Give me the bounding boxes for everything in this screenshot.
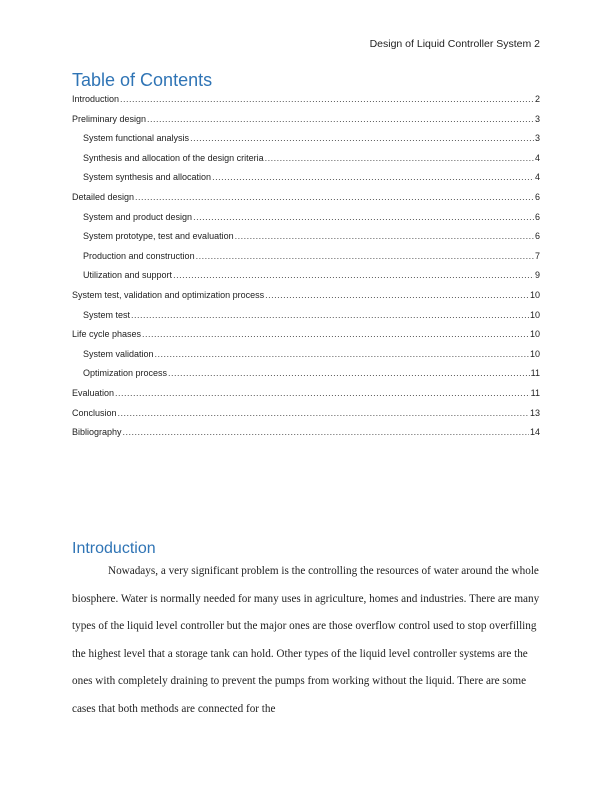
toc-dot-leader: [155, 345, 529, 365]
toc-entry[interactable]: [72, 423, 540, 443]
toc-entry-page: 14: [529, 427, 540, 438]
toc-dot-leader: [123, 423, 529, 443]
toc-entry-page: 6: [534, 231, 540, 242]
toc-entry-label: System test, validation and optimization process: [72, 289, 265, 300]
introduction-heading: Introduction: [72, 540, 156, 557]
toc-entry[interactable]: [72, 364, 540, 384]
toc-dot-leader: [115, 384, 530, 404]
toc-entry-page: 7: [534, 250, 540, 261]
toc-entry[interactable]: [72, 208, 540, 228]
toc-dot-leader: [131, 306, 529, 326]
toc-entry-label: Bibliography: [72, 427, 122, 438]
toc-entry-label: Preliminary design: [72, 113, 147, 124]
toc-entry[interactable]: [72, 286, 540, 306]
toc-dot-leader: [135, 188, 534, 208]
toc-entry[interactable]: [72, 345, 540, 365]
toc-entry-page: 13: [529, 407, 540, 418]
toc-entry[interactable]: [72, 247, 540, 267]
toc-entry-label: System validation: [83, 348, 154, 359]
toc-entry-page: 10: [529, 309, 540, 320]
toc-entry-label: System prototype, test and evaluation: [83, 231, 234, 242]
toc-entry-page: 9: [534, 270, 540, 281]
toc-dot-leader: [265, 149, 534, 169]
toc-entry-page: 10: [529, 289, 540, 300]
toc-entry-page: 3: [534, 133, 540, 144]
toc-entry-label: Conclusion: [72, 407, 117, 418]
toc-entry[interactable]: [72, 129, 540, 149]
toc-entry-label: Optimization process: [83, 368, 168, 379]
toc-dot-leader: [265, 286, 529, 306]
toc-entry-label: System and product design: [83, 211, 193, 222]
toc-entry[interactable]: [72, 168, 540, 188]
toc-dot-leader: [142, 325, 529, 345]
toc-entry[interactable]: [72, 149, 540, 169]
toc-entry[interactable]: [72, 404, 540, 424]
toc-entry-label: System test: [83, 309, 131, 320]
toc-entry[interactable]: [72, 227, 540, 247]
toc-entry-label: System synthesis and allocation: [83, 172, 212, 183]
toc-dot-leader: [168, 364, 530, 384]
toc-entry-page: 10: [529, 348, 540, 359]
toc-entry-label: Life cycle phases: [72, 329, 142, 340]
toc-entry-label: Introduction: [72, 94, 120, 104]
toc-title: Table of Contents: [72, 70, 213, 90]
toc-entry-page: 10: [529, 329, 540, 340]
toc-dot-leader: [190, 129, 534, 149]
toc-entry[interactable]: [72, 384, 540, 404]
toc-entry[interactable]: [72, 266, 540, 286]
toc-dot-leader: [173, 266, 534, 286]
toc-entry[interactable]: [72, 188, 540, 208]
toc-dot-leader: [235, 227, 534, 247]
toc-entry-page: 2: [534, 94, 540, 104]
toc-entry-page: 6: [534, 211, 540, 222]
running-header: Design of Liquid Controller System 2: [369, 38, 540, 50]
toc-dot-leader: [193, 208, 534, 228]
toc-dot-leader: [212, 168, 534, 188]
introduction-paragraph: Nowadays, a very significant problem is the controlling the resources of water around the whole biosphere. Water is normally needed for many uses in agriculture, homes and industries. There are many types of the liquid level controller but the major ones are those overflow control used to stop overfilling the highest level that a storage tank can hold. Other types of the liquid level controller systems are the ones with completely draining to prevent the pumps from working without the liquid. There are some cases that both methods are connected for the: [72, 565, 540, 715]
toc-entry-page: 11: [530, 387, 540, 398]
toc-entry-page: 3: [534, 113, 540, 124]
toc-entry-label: Detailed design: [72, 191, 135, 202]
toc-dot-leader: [118, 404, 529, 424]
toc-entry-label: Production and construction: [83, 250, 195, 261]
table-of-contents: [72, 90, 540, 443]
toc-entry[interactable]: [72, 306, 540, 326]
toc-dot-leader: [147, 110, 534, 130]
toc-entry-page: 11: [530, 368, 540, 379]
toc-entry[interactable]: [72, 325, 540, 345]
toc-entry[interactable]: [72, 90, 540, 110]
toc-entry[interactable]: [72, 110, 540, 130]
toc-entry-page: 4: [534, 172, 540, 183]
toc-entry-page: 4: [534, 152, 540, 163]
toc-entry-page: 6: [534, 191, 540, 202]
toc-dot-leader: [120, 90, 534, 110]
toc-entry-label: Synthesis and allocation of the design criteria: [83, 152, 264, 163]
toc-entry-label: System functional analysis: [83, 133, 190, 144]
toc-dot-leader: [196, 247, 534, 267]
toc-entry-label: Evaluation: [72, 387, 115, 398]
toc-entry-label: Utilization and support: [83, 270, 173, 281]
